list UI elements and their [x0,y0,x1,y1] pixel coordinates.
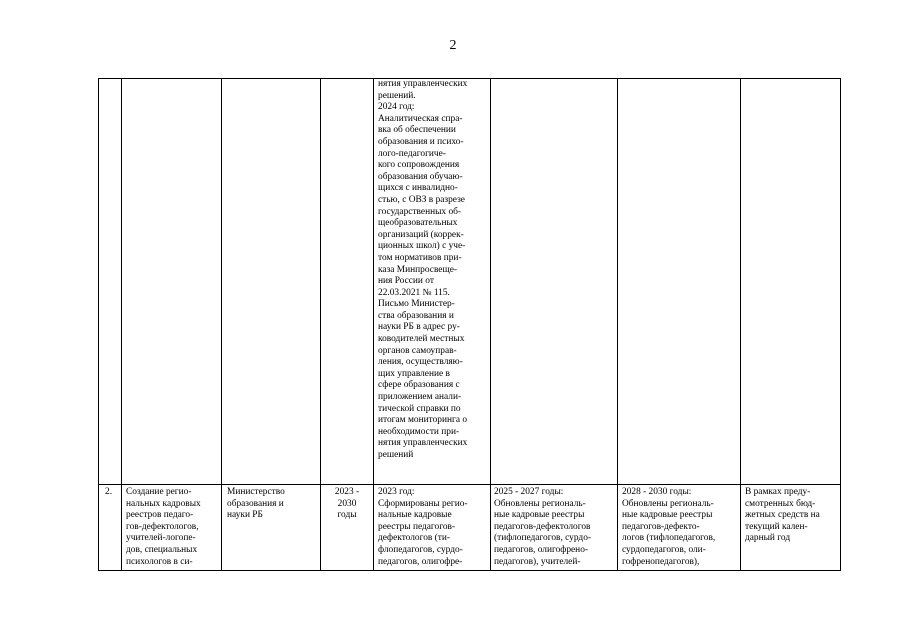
text-line: стью, с ОВЗ в разрезе [378,194,465,205]
text-line: решений. [378,90,416,101]
text-line: итогам мониторинга о [378,415,468,426]
text-line: решений [378,450,414,460]
text-line: (тифлопедагогов, сурдо- [494,533,592,544]
text-line: ния России от [378,276,434,287]
text-line: реестров педаго- [126,510,194,521]
text-line: щеобразовательных [378,218,458,229]
text-line: ления, осуществляю- [378,357,463,368]
text-line: педагогов-дефекто- [622,521,700,532]
text-line: текущий кален- [745,521,808,532]
column-border [121,78,122,571]
text-line: дефектологов (ти- [378,533,451,544]
text-line: ководителей местных [378,334,465,345]
text-line: Министерство [227,487,285,497]
text-line: Обновлены региональ- [494,498,586,509]
text-line: 2025 - 2027 годы: [494,487,564,497]
text-line: том нормативов при- [378,252,462,263]
text-line: нальные кадровые [378,510,452,521]
text-line: щих управление в [378,368,450,379]
text-line: педагогов, олигофрено- [494,544,589,555]
responsible-cell [227,487,285,522]
text-line: нальных кадровых [126,498,201,509]
table-top-border [98,78,841,79]
text-line: логов (тифлопедагогов, [622,533,716,544]
result-cell-continuation [378,79,467,462]
text-line: образования и психо- [378,136,464,147]
text-line: Аналитическая спра- [378,113,463,124]
task-cell [126,487,201,568]
text-line: педагогов, олигофре- [378,556,463,567]
text-line: гофренопедагогов), [622,556,700,567]
text-line: ционных школ) с уче- [378,241,466,252]
text-line: 2030 [337,498,357,509]
page-number: 2 [449,38,457,53]
result-2028-cell [622,487,715,568]
text-line: щихся с инвалидно- [378,183,458,194]
funding-cell [745,487,820,545]
period-cell [321,487,373,522]
text-line: приложением анали- [378,392,462,403]
text-line: 2023 год: [378,487,415,497]
text-line: ные кадровые реестры [494,510,585,521]
text-line: смотренных бюд- [745,498,816,509]
column-border [373,78,374,571]
text-line: Создание регио- [126,487,192,497]
text-line: гов-дефектологов, [126,521,199,532]
text-line: образования обучаю- [378,171,463,182]
text-line: кого сопровождения [378,160,460,171]
text-line: ства образования и [378,310,454,321]
text-line: науки РБ [227,510,263,521]
text-line: 2028 - 2030 годы: [622,487,692,497]
result-2023-cell [378,487,468,568]
column-border [98,78,99,571]
text-line: 2024 год: [378,102,415,113]
text-line: годы [337,510,357,521]
text-line: учителей-логопе- [126,533,196,544]
table-bottom-border [98,570,841,571]
text-line: сфере образования с [378,380,460,391]
text-line: педагогов), учителей- [494,556,581,567]
text-line: В рамках преду- [745,487,811,497]
text-line: психологов в си- [126,556,193,567]
text-line: флопедагогов, сурдо- [378,544,463,555]
text-line: нятия управленческих [378,79,468,89]
text-line: Письмо Министер- [378,299,455,310]
text-line: государственных об- [378,206,462,217]
row-number: 2. [105,487,113,497]
column-border [617,78,618,571]
text-line: органов самоуправ- [378,345,457,356]
text-line: науки РБ в адрес ру- [378,322,460,333]
text-line: реестры педагогов- [378,521,456,532]
column-border [221,78,222,571]
text-line: сурдопедагогов, оли- [622,544,706,555]
text-line: педагогов-дефектологов [494,521,591,532]
text-line: тической справки по [378,403,461,414]
text-line: дов, специальных [126,544,198,555]
text-line: нятия управленческих [378,438,468,449]
text-line: дарный год [745,533,791,544]
column-border [740,78,741,571]
text-line: образования и [227,498,284,509]
text-line: вка об обеспечении [378,125,456,136]
text-line: Обновлены региональ- [622,498,714,509]
text-line: 22.03.2021 № 115. [378,287,450,298]
result-2025-cell [494,487,591,568]
text-line: лого-педагогиче- [378,148,446,159]
text-line: необходимости при- [378,426,460,437]
text-line: Сформированы регио- [378,498,468,509]
text-line: жетных средств на [745,510,820,521]
text-line: ные кадровые реестры [622,510,713,521]
text-line: каза Минпросвеще- [378,264,457,275]
text-line: 2023 - [334,487,360,497]
column-border [490,78,491,571]
column-border [840,78,841,571]
text-line: организаций (коррек- [378,229,464,240]
row-divider [98,484,841,485]
